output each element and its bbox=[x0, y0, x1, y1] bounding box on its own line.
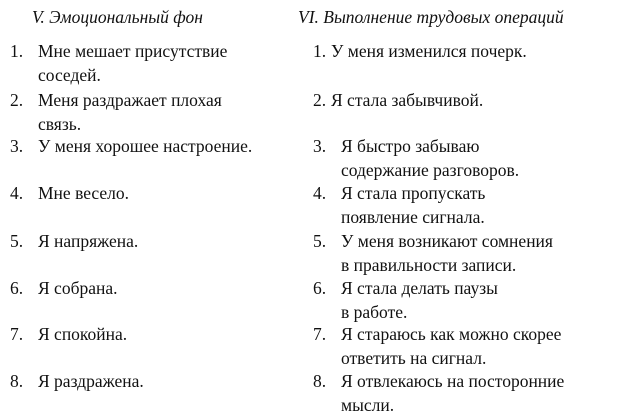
item-number: 2. bbox=[10, 89, 23, 113]
item-text bbox=[313, 89, 623, 113]
list-item bbox=[313, 370, 623, 417]
item-text bbox=[313, 40, 623, 64]
item-line: Я спокойна. bbox=[38, 323, 310, 347]
item-line: Я раздражена. bbox=[38, 370, 310, 394]
item-text bbox=[10, 182, 310, 206]
item-number: 7. bbox=[313, 323, 326, 347]
item-line: в работе. bbox=[341, 301, 623, 325]
item-number: 3. bbox=[313, 135, 326, 159]
item-text bbox=[10, 40, 310, 87]
item-line: соседей. bbox=[38, 64, 310, 88]
item-number: 8. bbox=[313, 370, 326, 394]
item-text bbox=[313, 323, 623, 370]
item-line: содержание разговоров. bbox=[341, 159, 623, 183]
item-text bbox=[10, 323, 310, 347]
item-line: Я собрана. bbox=[38, 277, 310, 301]
item-line: Я стала пропускать bbox=[341, 182, 623, 206]
item-line: Я стала делать паузы bbox=[341, 277, 623, 301]
item-text bbox=[313, 277, 623, 324]
item-number: 5. bbox=[313, 230, 326, 254]
item-line: появление сигнала. bbox=[341, 206, 623, 230]
item-text bbox=[313, 370, 623, 417]
item-number: 7. bbox=[10, 323, 23, 347]
item-line: Я отвлекаюсь на посторонние bbox=[341, 370, 623, 394]
item-text bbox=[313, 230, 623, 277]
list-item bbox=[10, 370, 310, 394]
item-number: 5. bbox=[10, 230, 23, 254]
item-number: 4. bbox=[10, 182, 23, 206]
list-item bbox=[10, 182, 310, 206]
list-item bbox=[313, 277, 623, 324]
item-text bbox=[10, 277, 310, 301]
list-item bbox=[313, 323, 623, 370]
item-line: Я стала забывчивой. bbox=[331, 89, 623, 113]
list-item bbox=[10, 277, 310, 301]
item-line: У меня хорошее настроение. bbox=[38, 135, 310, 159]
item-text bbox=[10, 230, 310, 254]
item-line: У меня возникают сомнения bbox=[341, 230, 623, 254]
item-line: Мне мешает присутствие bbox=[38, 40, 310, 64]
item-line: Я стараюсь как можно скорее bbox=[341, 323, 623, 347]
list-item bbox=[313, 182, 623, 229]
item-text bbox=[10, 135, 310, 159]
list-item bbox=[10, 230, 310, 254]
item-number: 1. bbox=[313, 40, 326, 64]
item-line: Я быстро забываю bbox=[341, 135, 623, 159]
item-text bbox=[10, 370, 310, 394]
item-line: связь. bbox=[38, 113, 310, 137]
item-number: 3. bbox=[10, 135, 23, 159]
item-number: 6. bbox=[313, 277, 326, 301]
item-line: У меня изменился почерк. bbox=[331, 40, 623, 64]
list-item bbox=[10, 40, 310, 87]
item-line: Меня раздражает плохая bbox=[38, 89, 310, 113]
right-section-heading: VI. Выполнение трудовых операций bbox=[298, 6, 564, 28]
item-number: 6. bbox=[10, 277, 23, 301]
list-item bbox=[10, 89, 310, 136]
item-text bbox=[10, 89, 310, 136]
item-line: Мне весело. bbox=[38, 182, 310, 206]
item-number: 1. bbox=[10, 40, 23, 64]
list-item bbox=[313, 230, 623, 277]
item-line: Я напряжена. bbox=[38, 230, 310, 254]
list-item bbox=[313, 40, 623, 64]
list-item bbox=[313, 135, 623, 182]
item-number: 8. bbox=[10, 370, 23, 394]
item-line: мысли. bbox=[341, 394, 623, 417]
item-number: 4. bbox=[313, 182, 326, 206]
item-text bbox=[313, 182, 623, 229]
list-item bbox=[10, 323, 310, 347]
item-number: 2. bbox=[313, 89, 326, 113]
item-text bbox=[313, 135, 623, 182]
item-line: ответить на сигнал. bbox=[341, 347, 623, 371]
list-item bbox=[10, 135, 310, 159]
list-item bbox=[313, 89, 623, 113]
item-line: в правильности записи. bbox=[341, 254, 623, 278]
left-section-heading: V. Эмоциональный фон bbox=[32, 6, 203, 28]
